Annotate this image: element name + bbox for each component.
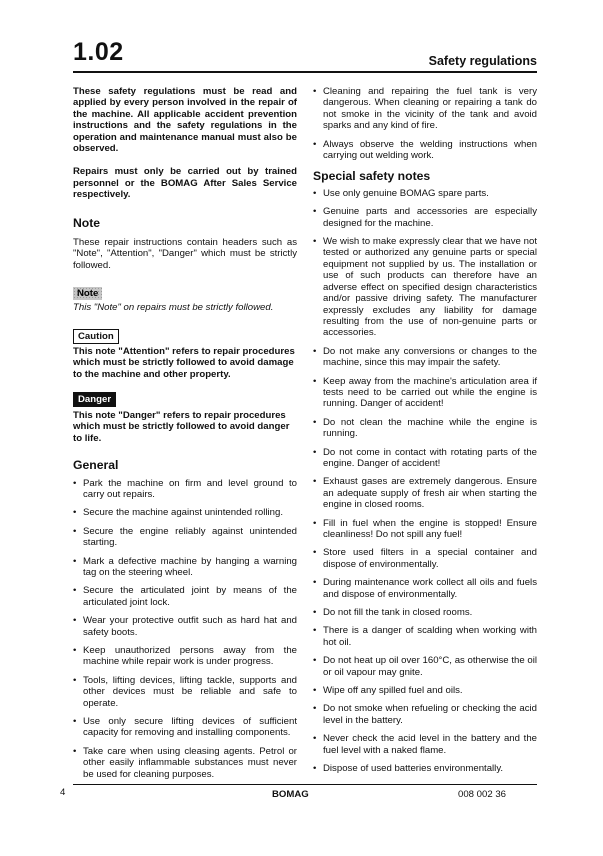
- list-item: • We wish to make expressly clear that we have not tested or authorized any genuine parts or special equipment not supplied by us. The installation or use of such products can therefore have an adverse effect on specified design characteristics and/or passive driving safety. The manufacturer expressly excludes any liability for damage resulting from the use of non-genuine parts or accessories.: [313, 236, 537, 339]
- page-number: 4: [60, 787, 66, 798]
- section-title: Safety regulations: [428, 54, 537, 68]
- list-item: • Never check the acid level in the battery and the fuel level with a naked flame.: [313, 733, 537, 756]
- list-item: • There is a danger of scalding when working with hot oil.: [313, 625, 537, 648]
- footer-brand: BOMAG: [272, 789, 309, 800]
- list-item: • Take care when using cleasing agents. Petrol or other easily inflammable substances must never be used for cleaning purposes.: [73, 746, 297, 780]
- list-item: • Park the machine on firm and level ground to carry out repairs.: [73, 478, 297, 501]
- list-item: • Secure the machine against unintended rolling.: [73, 507, 297, 518]
- list-item: • Keep away from the machine's articulation area if tests need to be carried out while the engine is running. Danger of accident!: [313, 376, 537, 410]
- danger-tag: Danger: [73, 392, 116, 407]
- list-item: • Genuine parts and accessories are especially designed for the machine.: [313, 206, 537, 229]
- list-item: • Dispose of used batteries environmentally.: [313, 763, 537, 774]
- right-column: [313, 86, 537, 782]
- list-item: • Always observe the welding instructions when carrying out welding work.: [313, 139, 537, 162]
- caution-text: This note "Attention" refers to repair procedures which must be strictly followed to avoid damage to the machine and other property.: [73, 345, 295, 380]
- list-item: • Do not come in contact with rotating parts of the engine. Danger of accident!: [313, 447, 537, 470]
- note-text: These repair instructions contain headers such as "Note", "Attention", "Danger" which must be strictly followed.: [73, 237, 297, 271]
- list-item: • Store used filters in a special container and dispose of environmentally.: [313, 547, 537, 570]
- intro-paragraph: These safety regulations must be read and applied by every person involved in the repair of the machine. All applicable accident prevention instructions and the safety regulations in the operation and maintenance manual must also be observed.: [73, 86, 297, 155]
- page-header: [73, 38, 537, 72]
- list-item: • Tools, lifting devices, lifting tackle, supports and other devices must be reliable and safe to operate.: [73, 675, 297, 709]
- general-heading: General: [73, 458, 119, 473]
- list-item: • Secure the articulated joint by means of the articulated joint lock.: [73, 585, 297, 608]
- left-column: [73, 86, 297, 787]
- list-item: • Wipe off any spilled fuel and oils.: [313, 685, 537, 696]
- list-item: • Wear your protective outfit such as hard hat and safety boots.: [73, 615, 297, 638]
- list-item: • Use only genuine BOMAG spare parts.: [313, 188, 537, 199]
- document-number: 008 002 36: [458, 789, 507, 800]
- list-item: • Mark a defective machine by hanging a warning tag on the steering wheel.: [73, 556, 297, 579]
- list-item: • During maintenance work collect all oils and fuels and dispose of environmentally.: [313, 577, 537, 600]
- special-safety-list: [313, 188, 537, 775]
- fuel-tank-list: [313, 86, 537, 161]
- list-item: • Exhaust gases are extremely dangerous. Ensure an adequate supply of fresh air when starting the engine in closed rooms.: [313, 476, 537, 510]
- list-item: • Keep unauthorized persons away from the machine while repair work is under progress.: [73, 645, 297, 668]
- list-item: • Do not heat up oil over 160°C, as otherwise the oil or oil vapour may gnite.: [313, 655, 537, 678]
- list-item: • Do not smoke when refueling or checking the acid level in the battery.: [313, 703, 537, 726]
- caution-tag: Caution: [73, 329, 119, 344]
- list-item: • Use only secure lifting devices of sufficient capacity for removing and installing components.: [73, 716, 297, 739]
- general-list: [73, 478, 297, 781]
- danger-text: This note "Danger" refers to repair procedures which must be strictly followed to avoid danger to life.: [73, 409, 290, 444]
- list-item: • Do not clean the machine while the engine is running.: [313, 417, 537, 440]
- list-item: • Secure the engine reliably against unintended starting.: [73, 526, 297, 549]
- note-heading: Note: [73, 215, 101, 230]
- list-item: • Do not make any conversions or changes to the machine, since this may impair the safety.: [313, 346, 537, 369]
- header-rule: [73, 71, 537, 73]
- trained-personnel-paragraph: Repairs must only be carried out by trained personnel or the BOMAG After Sales Service respectively.: [73, 166, 297, 201]
- special-safety-heading: Special safety notes: [313, 169, 431, 184]
- footer-rule: [73, 784, 537, 785]
- list-item: • Do not fill the tank in closed rooms.: [313, 607, 537, 618]
- note-tag: Note: [73, 287, 102, 300]
- note-tag-text: This "Note" on repairs must be strictly followed.: [73, 302, 274, 314]
- list-item: • Cleaning and repairing the fuel tank is very dangerous. When cleaning or repairing a tank do not smoke in the vicinity of the tank and avoid sparks and any kind of fire.: [313, 86, 537, 132]
- list-item: • Fill in fuel when the engine is stopped! Ensure cleanliness! Do not spill any fuel!: [313, 518, 537, 541]
- section-number: 1.02: [73, 38, 124, 66]
